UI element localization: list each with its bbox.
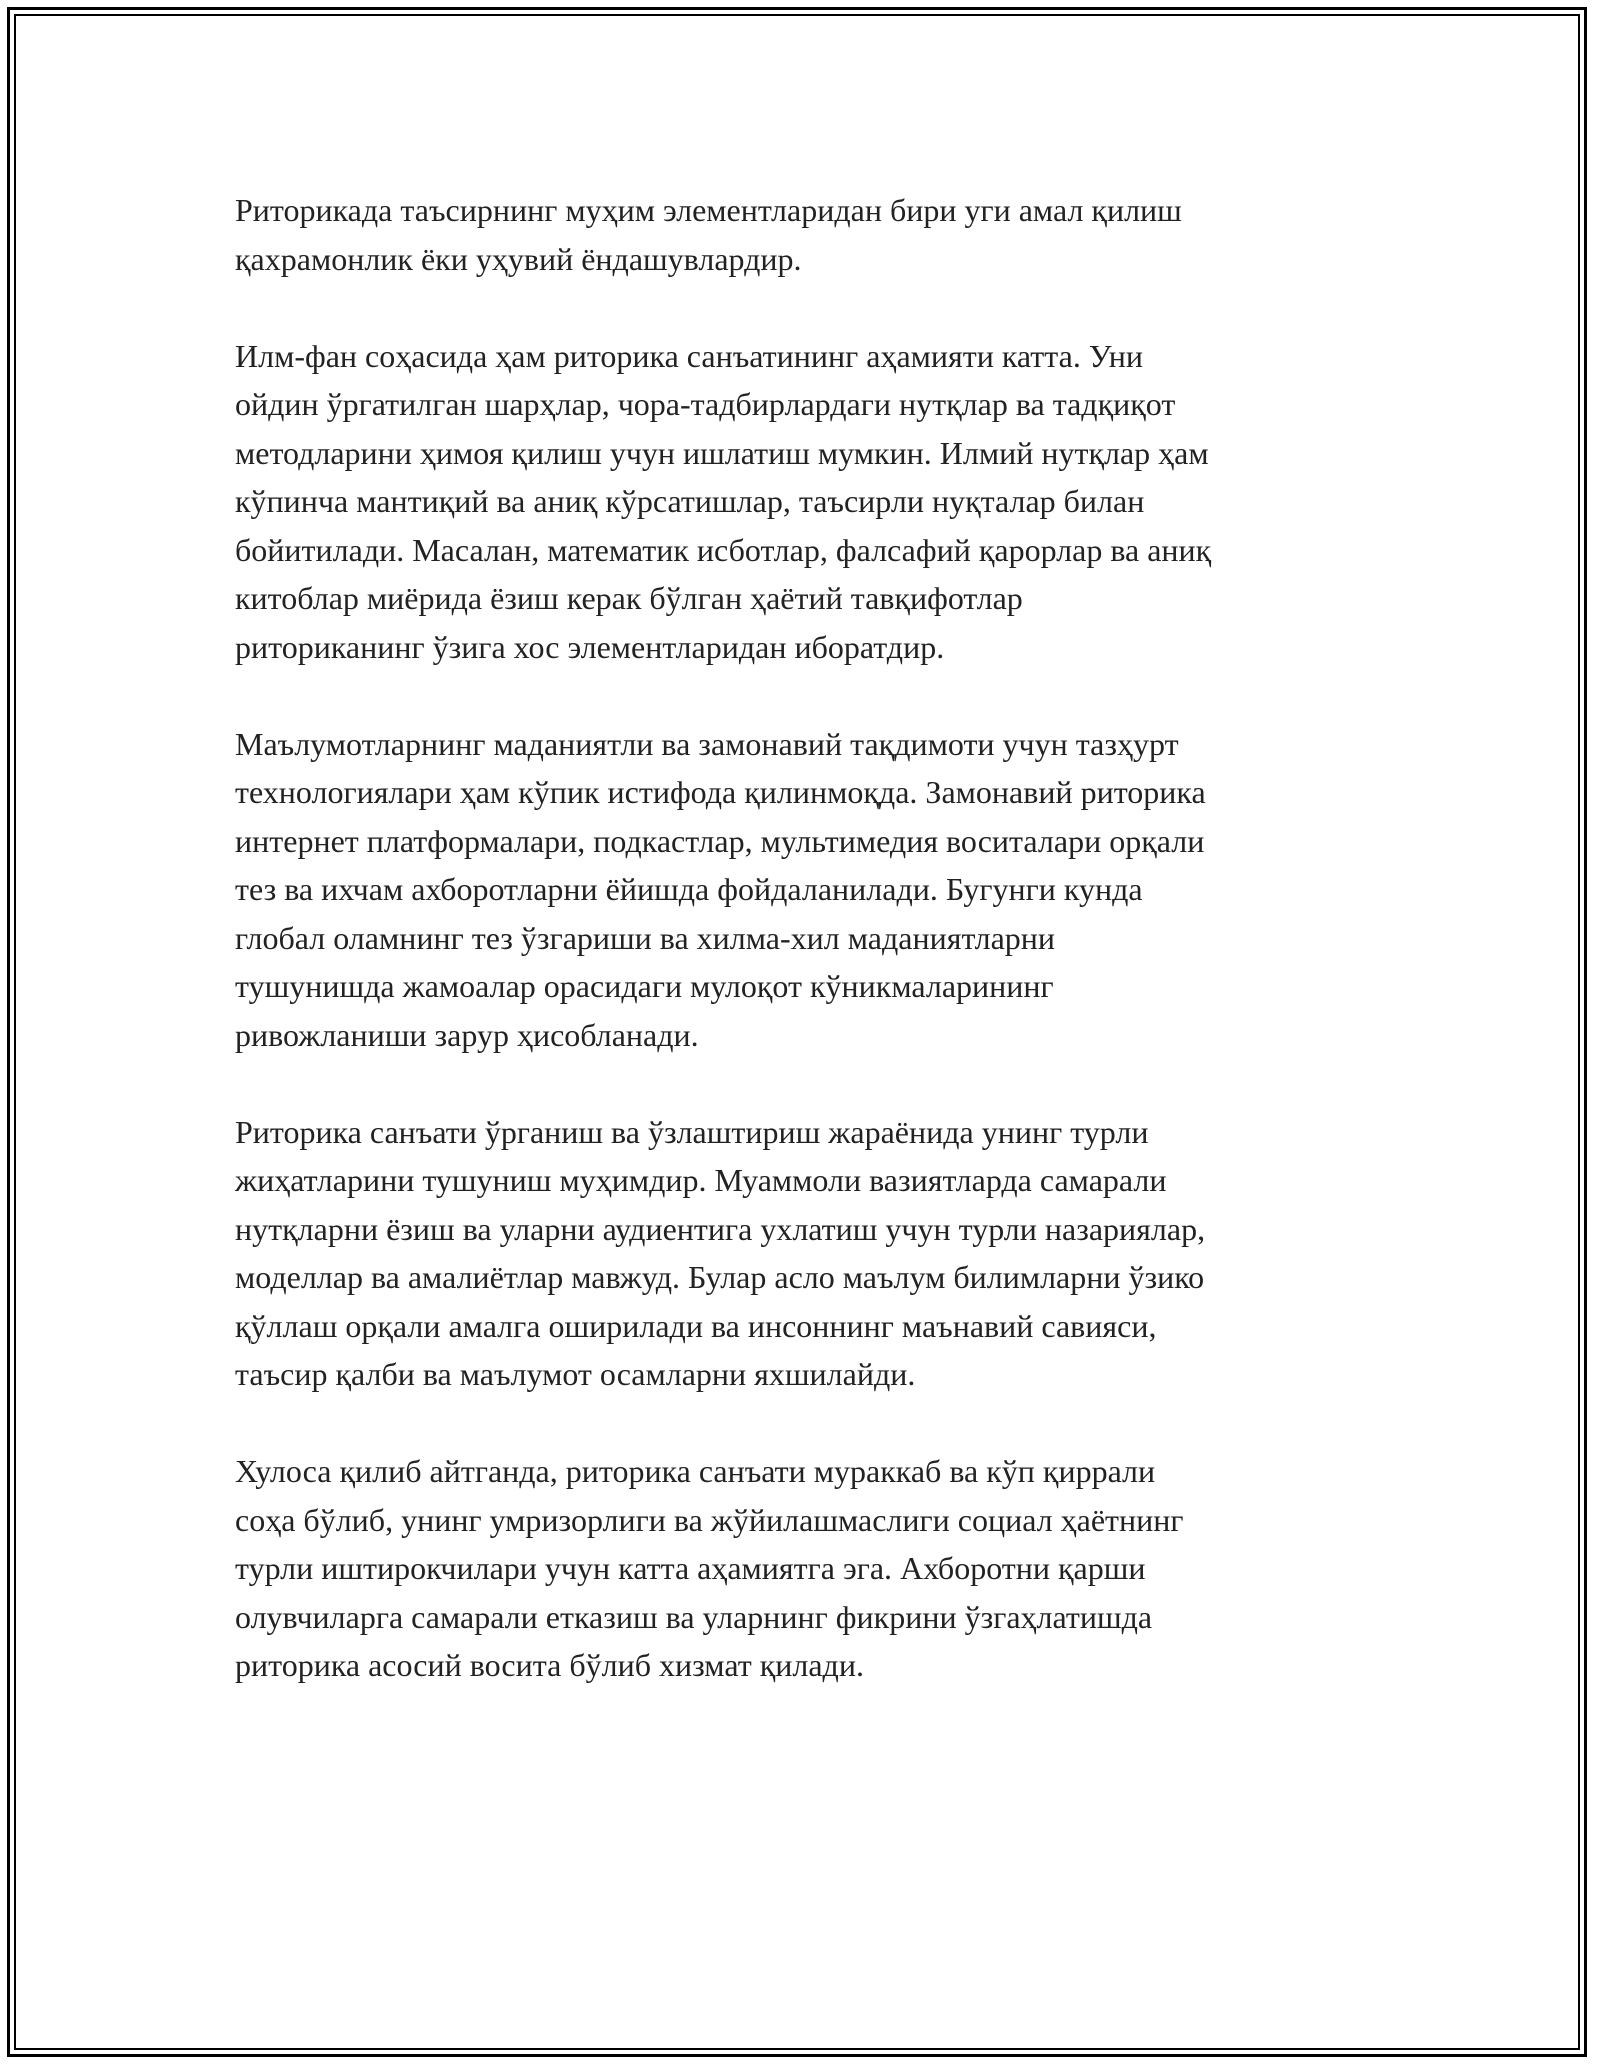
text-line: ойдин ўргатилган шарҳлар, чора-тадбирлардаги нутқлар ва тадқиқот: [235, 386, 1176, 422]
text-line: бойитилади. Масалан, математик исботлар, фалсафий қарорлар ва аниқ: [235, 531, 1212, 568]
paragraph-5: [235, 1447, 1370, 1690]
paragraph-1: [235, 186, 1370, 283]
text-line: методларини ҳимоя қилиш учун ишлатиш мумкин. Илмий нутқлар ҳам: [235, 434, 1209, 471]
text-line: Риторика санъати ўрганиш ва ўзлаштириш жараёнида унинг турли: [235, 1113, 1149, 1150]
paragraph-2: [235, 332, 1370, 672]
text-line: қахрамонлик ёки уҳувий ёндашувлардир.: [235, 240, 802, 277]
text-line: турли иштирокчилари учун катта аҳамиятга эга. Ахборотни қарши: [235, 1550, 1146, 1586]
paragraph-4: [235, 1108, 1370, 1399]
text-line: олувчиларга самарали етказиш ва уларнинг фикрини ўзгаҳлатишда: [235, 1598, 1153, 1635]
text-line: тез ва ихчам ахборотларни ёйишда фойдаланилади. Бугунги кунда: [235, 871, 1143, 907]
text-line: риториканинг ўзига хос элементларидан иборатдир.: [235, 628, 945, 665]
text-line: Хулоса қилиб айтганда, риторика санъати мураккаб ва кўп қиррали: [235, 1453, 1156, 1489]
text-line: соҳа бўлиб, унинг умризорлиги ва жўйилашмаслиги социал ҳаётнинг: [235, 1501, 1184, 1538]
document-body: [235, 186, 1370, 1738]
text-line: ривожланиши зарур ҳисобланади.: [235, 1016, 699, 1053]
text-line: риторика асосий восита бўлиб хизмат қилади.: [235, 1647, 864, 1683]
text-line: қўллаш орқали амалга оширилади ва инсоннинг маънавий савияси,: [235, 1307, 1157, 1344]
text-line: кўпинча мантиқий ва аниқ кўрсатишлар, таъсирли нуқталар билан: [235, 483, 1145, 519]
text-line: Илм-фан соҳасида ҳам риторика санъатининг аҳамияти катта. Уни: [235, 337, 1143, 374]
text-line: жиҳатларини тушуниш муҳимдир. Муаммоли вазиятларда самарали: [235, 1162, 1167, 1198]
text-line: глобал оламнинг тез ўзгариши ва хилма-хил маданиятларни: [235, 919, 1056, 956]
text-line: Маълумотларнинг маданиятли ва замонавий тақдимоти учун тазҳурт: [235, 725, 1179, 762]
text-line: интернет платформалари, подкастлар, мультимедия воситалари орқали: [235, 822, 1205, 859]
text-line: моделлар ва амалиётлар мавжуд. Булар асло маълум билимларни ўзико: [235, 1259, 1205, 1295]
text-line: нутқларни ёзиш ва уларни аудиентига ухлатиш учун турли назариялар,: [235, 1210, 1206, 1247]
text-line: китоблар миёрида ёзиш керак бўлган ҳаётий тавқифотлар: [235, 580, 1023, 616]
text-line: таъсир қалби ва маълумот осамларни яхшилайди.: [235, 1356, 916, 1392]
paragraph-3: [235, 720, 1370, 1060]
text-line: Риторикада таъсирнинг муҳим элементларидан бири уги амал қилиш: [235, 192, 1182, 228]
text-line: технологиялари ҳам кўпик истифода қилинмоқда. Замонавий риторика: [235, 774, 1206, 810]
text-line: тушунишда жамоалар орасидаги мулоқот кўникмаларининг: [235, 968, 1054, 1004]
